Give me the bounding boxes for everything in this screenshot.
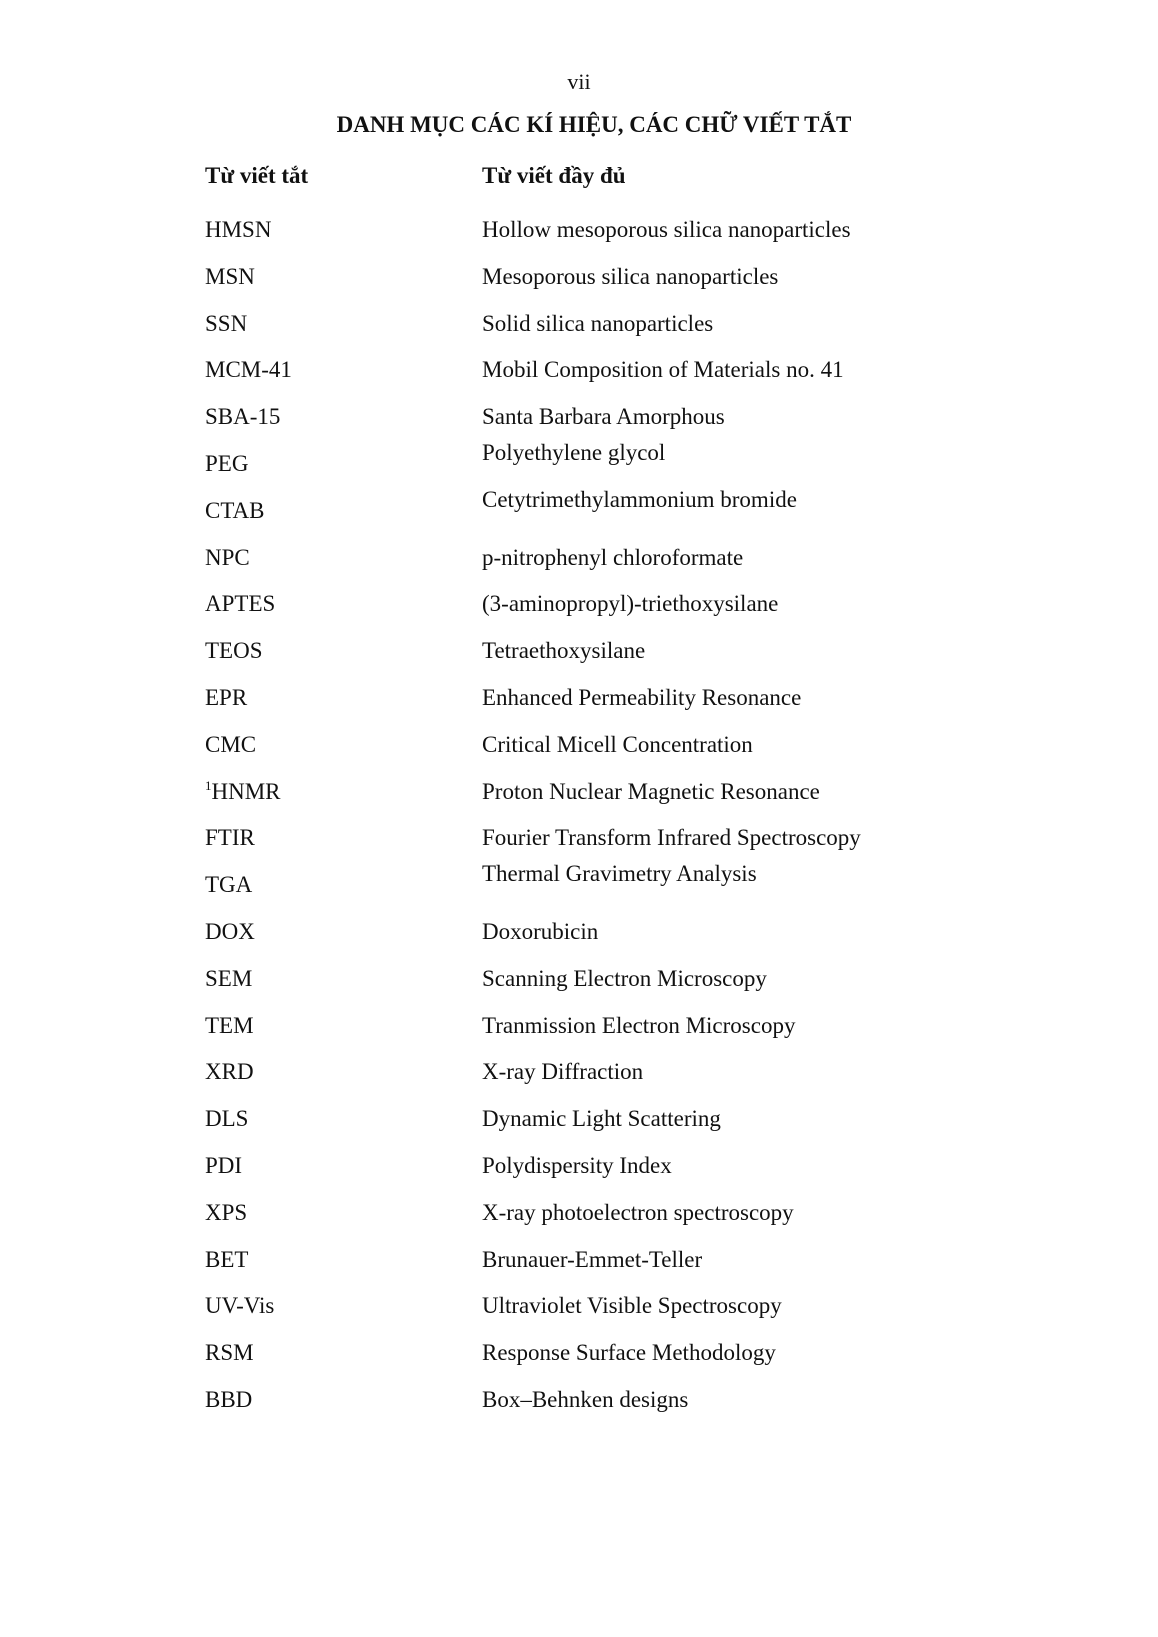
full-form: Hollow mesoporous silica nanoparticles: [482, 217, 851, 242]
table-row: [0, 253, 1158, 300]
table-row: [0, 1376, 1158, 1423]
full-form: Mobil Composition of Materials no. 41: [482, 357, 844, 383]
abbreviation: SEM: [205, 965, 253, 991]
table-row: [0, 580, 1158, 627]
full-form: Doxorubicin: [482, 918, 599, 944]
table-row: [0, 1095, 1158, 1142]
abbreviation: TEOS: [205, 638, 263, 664]
abbreviation: UV-Vis: [205, 1293, 275, 1319]
table-row: [0, 440, 1158, 487]
table-header: [0, 163, 1158, 195]
full-form: X-ray Diffraction: [482, 1059, 644, 1085]
table-row: [0, 1142, 1158, 1189]
full-form: Tranmission Electron Microscopy: [482, 1012, 796, 1038]
page-number: vii: [567, 69, 591, 94]
table-row: [0, 908, 1158, 955]
table-row: [0, 300, 1158, 347]
full-form: Enhanced Permeability Resonance: [482, 684, 802, 710]
full-form: Dynamic Light Scattering: [482, 1106, 721, 1132]
table-row: [0, 768, 1158, 815]
table-row: [0, 674, 1158, 721]
table-row: [0, 1002, 1158, 1049]
abbreviation: [205, 778, 281, 806]
abbreviation: BBD: [205, 1386, 253, 1412]
abbreviation: FTIR: [205, 825, 255, 851]
table-row: [0, 814, 1158, 861]
table-row: [0, 955, 1158, 1002]
full-form: Fourier Transform Infrared Spectroscopy: [482, 825, 861, 851]
table-row: [0, 627, 1158, 674]
abbreviation: DLS: [205, 1106, 249, 1132]
table-row: [0, 721, 1158, 768]
full-form: Proton Nuclear Magnetic Resonance: [482, 778, 820, 804]
table-row: [0, 346, 1158, 393]
table-row: [0, 861, 1158, 908]
abbreviation: EPR: [205, 684, 248, 710]
full-form: Response Surface Methodology: [482, 1340, 776, 1366]
table-row: [0, 206, 1158, 253]
abbreviation: TGA: [205, 872, 253, 898]
abbreviation: PDI: [205, 1152, 243, 1178]
abbreviation: XRD: [205, 1059, 254, 1085]
table-row: [0, 1048, 1158, 1095]
abbreviation: TEM: [205, 1012, 254, 1038]
table-row: [0, 487, 1158, 534]
abbreviation: RSM: [205, 1340, 254, 1366]
full-form: Mesoporous silica nanoparticles: [482, 263, 779, 289]
abbreviation: NPC: [205, 544, 250, 570]
full-form: Solid silica nanoparticles: [482, 310, 714, 336]
abbreviation: SSN: [205, 310, 248, 336]
abbreviation: HMSN: [205, 217, 272, 242]
table-row: [0, 393, 1158, 440]
abbreviation: XPS: [205, 1199, 248, 1225]
abbreviation-text: HNMR: [211, 778, 281, 804]
abbreviation: CTAB: [205, 497, 265, 523]
full-form: Thermal Gravimetry Analysis: [482, 861, 757, 887]
abbreviation-superscript: 1: [205, 777, 212, 793]
abbreviation: SBA-15: [205, 404, 281, 430]
full-form: Cetytrimethylammonium bromide: [482, 486, 797, 512]
full-form: Ultraviolet Visible Spectroscopy: [482, 1293, 782, 1319]
full-form: Santa Barbara Amorphous: [482, 404, 725, 430]
full-form: Box–Behnken designs: [482, 1386, 689, 1412]
full-form: Scanning Electron Microscopy: [482, 965, 767, 991]
table-row: [0, 1189, 1158, 1236]
table-row: [0, 534, 1158, 581]
abbreviation: MCM-41: [205, 357, 292, 383]
header-abbreviation: Từ viết tắt: [205, 163, 309, 188]
full-form: X-ray photoelectron spectroscopy: [482, 1199, 794, 1225]
abbreviation: CMC: [205, 731, 257, 757]
full-form: Polydispersity Index: [482, 1152, 672, 1178]
full-form: (3-aminopropyl)-triethoxysilane: [482, 591, 779, 617]
abbreviation: BET: [205, 1246, 249, 1272]
abbreviation: DOX: [205, 918, 255, 944]
full-form: Polyethylene glycol: [482, 439, 666, 465]
table-row: [0, 1282, 1158, 1329]
full-form: Brunauer-Emmet-Teller: [482, 1246, 703, 1272]
full-form: p-nitrophenyl chloroformate: [482, 544, 744, 570]
abbreviation-list: [0, 206, 1158, 1423]
full-form: Critical Micell Concentration: [482, 731, 753, 757]
page-title: DANH MỤC CÁC KÍ HIỆU, CÁC CHỮ VIẾT TẮT: [336, 112, 852, 137]
full-form: Tetraethoxysilane: [482, 638, 646, 664]
header-full-form: Từ viết đầy đủ: [482, 163, 626, 188]
table-row: [0, 1329, 1158, 1376]
abbreviation: MSN: [205, 263, 255, 289]
abbreviation: APTES: [205, 591, 276, 617]
abbreviation: PEG: [205, 450, 249, 476]
table-row: [0, 1236, 1158, 1283]
